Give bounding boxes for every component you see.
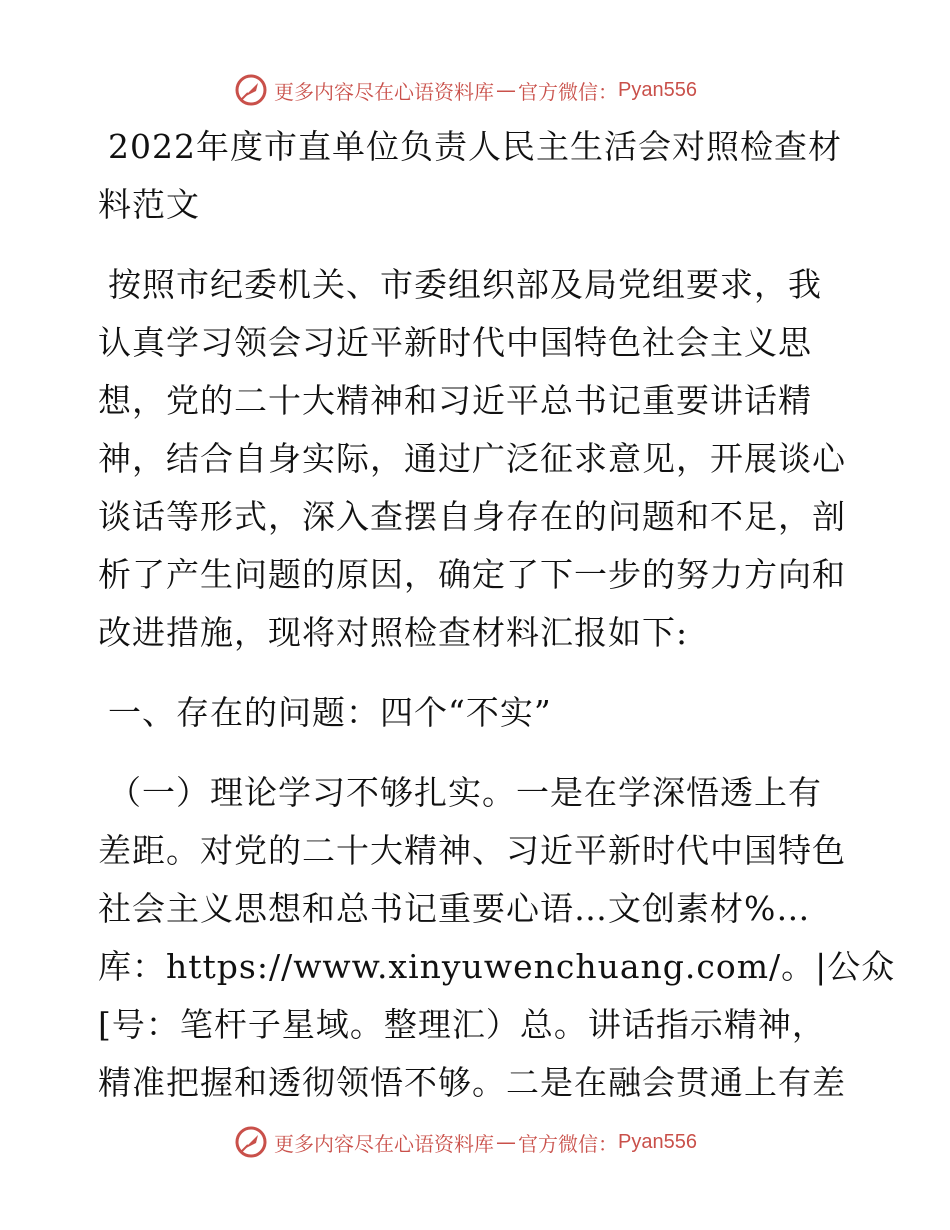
document-title [98, 118, 858, 234]
paragraph-line: 神，结合自身实际，通过广泛征求意见，开展谈心 [98, 439, 846, 478]
quill-logo-icon [234, 73, 268, 107]
watermark-label: 官方微信： [518, 1131, 618, 1156]
intro-paragraph [98, 256, 858, 662]
paragraph-line: 改进措施，现将对照检查材料汇报如下: [98, 613, 689, 652]
watermark-id: Pyan556 [618, 1130, 697, 1153]
title-line: 料范文 [98, 185, 200, 224]
document-body [98, 118, 896, 1112]
paragraph-line: 想，党的二十大精神和习近平总书记重要讲话精 [98, 381, 812, 420]
paragraph-line: 社会主义思想和总书记重要心语…文创素材%… [98, 889, 811, 928]
footer-watermark [234, 1124, 697, 1160]
paragraph-line: 按照市纪委机关、市委组织部及局党组要求，我 [108, 265, 822, 304]
paragraph-line: 库：https://www.xinyuwenchuang.com/。|公众 [98, 947, 896, 986]
problem-paragraph [98, 764, 896, 1112]
paragraph-line: [号：笔杆子星域。整理汇）总。讲话指示精神， [98, 1005, 826, 1044]
quill-logo-icon [234, 1125, 268, 1159]
section-heading: 一、存在的问题：四个“不实” [108, 693, 552, 732]
paragraph-line: 认真学习领会习近平新时代中国特色社会主义思 [98, 323, 812, 362]
header-watermark [234, 72, 697, 108]
watermark-separator: — [496, 1130, 516, 1154]
watermark-id: Pyan556 [618, 78, 697, 101]
watermark-separator: — [496, 78, 516, 102]
paragraph-line: 精准把握和透彻领悟不够。二是在融会贯通上有差 [98, 1063, 846, 1102]
watermark-text: 更多内容尽在心语资料库 [274, 1131, 494, 1156]
paragraph-line: 差距。对党的二十大精神、习近平新时代中国特色 [98, 831, 846, 870]
paragraph-line: 谈话等形式，深入查摆自身存在的问题和不足，剖 [98, 497, 846, 536]
watermark-text: 更多内容尽在心语资料库 [274, 79, 494, 104]
paragraph-line: （一）理论学习不够扎实。一是在学深悟透上有 [108, 773, 822, 812]
watermark-label: 官方微信： [518, 79, 618, 104]
paragraph-line: 析了产生问题的原因，确定了下一步的努力方向和 [98, 555, 846, 594]
title-line: 2022年度市直单位负责人民主生活会对照检查材 [108, 127, 842, 166]
